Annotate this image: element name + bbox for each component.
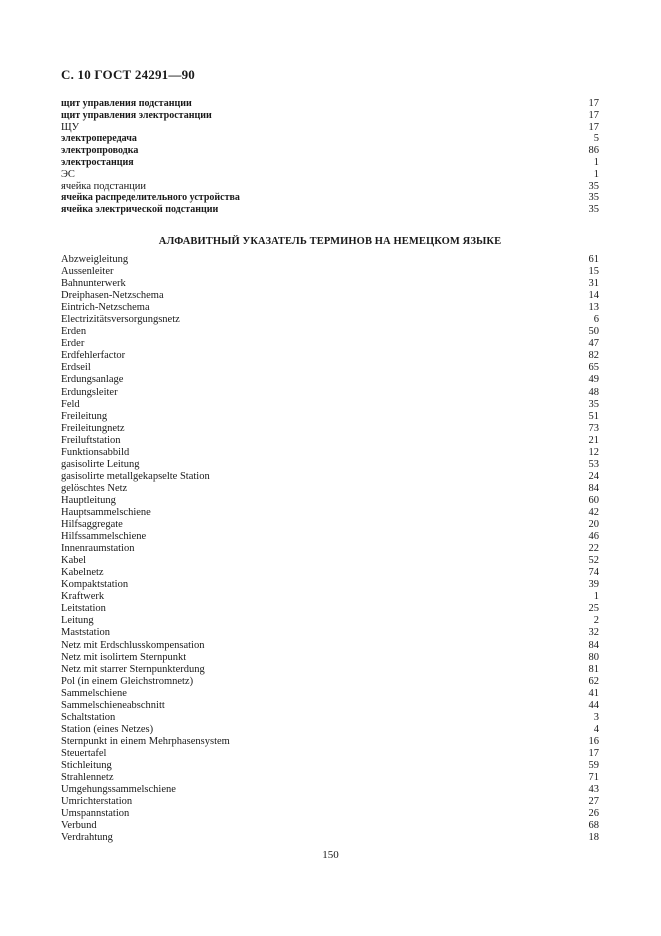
index-page-ref: 46 bbox=[588, 531, 599, 543]
index-term: Kabel bbox=[61, 555, 87, 567]
index-page-ref: 1 bbox=[593, 156, 599, 168]
index-row bbox=[61, 579, 599, 591]
index-row bbox=[61, 640, 599, 652]
index-row bbox=[61, 350, 599, 362]
index-term: Feld bbox=[61, 398, 80, 410]
index-term: Erdseil bbox=[61, 362, 91, 374]
index-row bbox=[61, 627, 599, 639]
index-term: Umgehungssammelschiene bbox=[61, 784, 176, 796]
index-row bbox=[61, 399, 599, 411]
index-row bbox=[61, 784, 599, 796]
index-term: Kompaktstation bbox=[61, 579, 129, 591]
index-row bbox=[61, 447, 599, 459]
index-page-ref: 17 bbox=[588, 747, 599, 759]
index-page-ref: 18 bbox=[588, 832, 599, 844]
index-term: Netz mit starrer Sternpunkterdung bbox=[61, 663, 205, 675]
index-page-ref: 59 bbox=[588, 759, 599, 771]
index-term: ЭС bbox=[61, 168, 75, 180]
index-term: Netz mit isolirtem Sternpunkt bbox=[61, 651, 187, 663]
index-term: Sternpunkt in einem Mehrphasensystem bbox=[61, 735, 230, 747]
german-section-title: АЛФАВИТНЫЙ УКАЗАТЕЛЬ ТЕРМИНОВ НА НЕМЕЦКОМ ЯЗЫКЕ bbox=[158, 236, 502, 247]
index-row bbox=[61, 483, 599, 495]
index-page-ref: 13 bbox=[588, 302, 599, 314]
index-page-ref: 84 bbox=[588, 482, 599, 494]
index-term: Stichleitung bbox=[61, 759, 112, 771]
index-page-ref: 25 bbox=[588, 603, 599, 615]
index-row bbox=[61, 387, 599, 399]
index-term: Hauptleitung bbox=[61, 494, 116, 506]
index-term: Funktionsabbild bbox=[61, 446, 130, 458]
index-row bbox=[61, 169, 599, 181]
index-page-ref: 24 bbox=[588, 470, 599, 482]
index-page-ref: 4 bbox=[593, 723, 599, 735]
index-term: ячейка электрической подстанции bbox=[61, 204, 219, 216]
index-page-ref: 15 bbox=[588, 266, 599, 278]
index-page-ref: 47 bbox=[588, 338, 599, 350]
index-page-ref: 48 bbox=[588, 386, 599, 398]
index-term: Verdrahtung bbox=[61, 832, 113, 844]
index-page-ref: 16 bbox=[588, 735, 599, 747]
index-row bbox=[61, 423, 599, 435]
index-term: щит управления подстанции bbox=[61, 98, 192, 109]
index-row bbox=[61, 204, 599, 216]
index-page-ref: 52 bbox=[588, 555, 599, 567]
index-term: Pol (in einem Gleichstromnetz) bbox=[61, 675, 194, 687]
index-term: Maststation bbox=[61, 627, 110, 639]
index-term: gasisolirte Leitung bbox=[61, 458, 140, 470]
index-term: Freiluftstation bbox=[61, 434, 121, 446]
index-page-ref: 42 bbox=[588, 506, 599, 518]
index-page-ref: 71 bbox=[588, 772, 599, 784]
index-term: Eintrich-Netzschema bbox=[61, 302, 150, 314]
index-row bbox=[61, 700, 599, 712]
index-page-ref: 84 bbox=[588, 639, 599, 651]
index-term: Steuertafel bbox=[61, 747, 107, 759]
index-term: Sammelschieneabschnitt bbox=[61, 699, 165, 711]
index-row bbox=[61, 808, 599, 820]
index-term: Erdungsleiter bbox=[61, 386, 118, 398]
index-page-ref: 80 bbox=[588, 651, 599, 663]
index-row bbox=[61, 736, 599, 748]
index-row bbox=[61, 531, 599, 543]
index-row bbox=[61, 326, 599, 338]
index-term: Electrizitätsversorgungsnetz bbox=[61, 314, 180, 326]
index-row bbox=[61, 254, 599, 266]
index-page-ref: 32 bbox=[588, 627, 599, 639]
index-row bbox=[61, 555, 599, 567]
index-page-ref: 5 bbox=[593, 133, 599, 145]
index-page-ref: 3 bbox=[593, 711, 599, 723]
index-page-ref: 35 bbox=[588, 204, 599, 216]
index-page-ref: 65 bbox=[588, 362, 599, 374]
index-page-ref: 53 bbox=[588, 458, 599, 470]
index-term: Schaltstation bbox=[61, 711, 116, 723]
index-term: Erder bbox=[61, 338, 85, 350]
index-row bbox=[61, 615, 599, 627]
index-term: gasisolirte metallgekapselte Station bbox=[61, 470, 210, 482]
index-term: Dreiphasen-Netzschema bbox=[61, 290, 164, 302]
index-term: gelöschtes Netz bbox=[61, 482, 128, 494]
index-term: Leitstation bbox=[61, 603, 106, 615]
index-term: Verbund bbox=[61, 820, 97, 832]
index-page-ref: 35 bbox=[588, 192, 599, 204]
index-term: Aussenleiter bbox=[61, 266, 114, 278]
index-row bbox=[61, 567, 599, 579]
index-page-ref: 74 bbox=[588, 567, 599, 579]
index-row bbox=[61, 748, 599, 760]
index-term: Freileitungnetz bbox=[61, 422, 125, 434]
index-page-ref: 27 bbox=[588, 796, 599, 808]
index-row bbox=[61, 98, 599, 110]
index-row bbox=[61, 192, 599, 204]
index-row bbox=[61, 676, 599, 688]
index-row bbox=[61, 290, 599, 302]
index-term: электропроводка bbox=[61, 145, 139, 157]
index-row bbox=[61, 362, 599, 374]
index-row bbox=[61, 338, 599, 350]
index-row bbox=[61, 760, 599, 772]
index-row bbox=[61, 688, 599, 700]
index-row bbox=[61, 507, 599, 519]
index-term: Hilfsaggregate bbox=[61, 519, 123, 531]
index-row bbox=[61, 712, 599, 724]
index-page-ref: 68 bbox=[588, 820, 599, 832]
index-term: Umspannstation bbox=[61, 808, 130, 820]
index-row bbox=[61, 603, 599, 615]
index-row bbox=[61, 314, 599, 326]
index-row bbox=[61, 145, 599, 157]
index-page-ref: 51 bbox=[588, 410, 599, 422]
index-row bbox=[61, 278, 599, 290]
index-row bbox=[61, 832, 599, 844]
index-term: ячейка распределительного устройства bbox=[61, 192, 240, 204]
index-term: Leitung bbox=[61, 615, 94, 627]
index-row bbox=[61, 110, 599, 122]
index-term: Umrichterstation bbox=[61, 796, 133, 808]
index-term: Sammelschiene bbox=[61, 687, 127, 699]
index-term: Erdfehlerfactor bbox=[61, 350, 126, 362]
index-page-ref: 17 bbox=[588, 121, 599, 133]
german-term-index bbox=[61, 254, 599, 844]
index-row bbox=[61, 796, 599, 808]
index-page-ref: 22 bbox=[588, 543, 599, 555]
index-page-ref: 43 bbox=[588, 784, 599, 796]
index-row bbox=[61, 133, 599, 145]
index-row bbox=[61, 591, 599, 603]
index-page-ref: 49 bbox=[588, 374, 599, 386]
index-page-ref: 1 bbox=[593, 591, 599, 603]
page-number: 150 bbox=[322, 849, 339, 861]
index-term: щит управления электростанции bbox=[61, 109, 212, 121]
russian-term-index bbox=[61, 98, 599, 216]
index-row bbox=[61, 459, 599, 471]
index-term: Kraftwerk bbox=[61, 591, 105, 603]
index-page-ref: 82 bbox=[588, 350, 599, 362]
index-term: Abzweigleitung bbox=[61, 254, 129, 265]
index-page-ref: 61 bbox=[588, 254, 599, 265]
index-page-ref: 17 bbox=[588, 109, 599, 121]
index-page-ref: 62 bbox=[588, 675, 599, 687]
index-term: Innenraumstation bbox=[61, 543, 135, 555]
index-row bbox=[61, 471, 599, 483]
page-header: С. 10 ГОСТ 24291—90 bbox=[61, 67, 195, 82]
index-row bbox=[61, 435, 599, 447]
index-page-ref: 12 bbox=[588, 446, 599, 458]
index-term: ЩУ bbox=[61, 121, 80, 133]
index-page-ref: 60 bbox=[588, 494, 599, 506]
index-row bbox=[61, 519, 599, 531]
index-row bbox=[61, 122, 599, 134]
index-term: Freileitung bbox=[61, 410, 108, 422]
index-page-ref: 21 bbox=[588, 434, 599, 446]
index-row bbox=[61, 772, 599, 784]
index-row bbox=[61, 157, 599, 169]
index-row bbox=[61, 543, 599, 555]
index-row bbox=[61, 181, 599, 193]
index-row bbox=[61, 495, 599, 507]
index-row bbox=[61, 652, 599, 664]
index-page-ref: 2 bbox=[593, 615, 599, 627]
index-page-ref: 17 bbox=[588, 98, 599, 109]
index-term: электростанция bbox=[61, 156, 134, 168]
index-term: Hauptsammelschiene bbox=[61, 506, 151, 518]
index-term: Netz mit Erdschlusskompensation bbox=[61, 639, 205, 651]
index-row bbox=[61, 374, 599, 386]
index-row bbox=[61, 664, 599, 676]
index-page-ref: 1 bbox=[593, 168, 599, 180]
index-page-ref: 35 bbox=[588, 180, 599, 192]
index-term: Strahlennetz bbox=[61, 772, 114, 784]
index-row bbox=[61, 266, 599, 278]
index-page-ref: 50 bbox=[588, 326, 599, 338]
index-page-ref: 81 bbox=[588, 663, 599, 675]
index-page-ref: 6 bbox=[593, 314, 599, 326]
index-term: Kabelnetz bbox=[61, 567, 104, 579]
index-term: Erdungsanlage bbox=[61, 374, 124, 386]
index-term: ячейка подстанции bbox=[61, 180, 147, 192]
index-page-ref: 41 bbox=[588, 687, 599, 699]
index-page-ref: 86 bbox=[588, 145, 599, 157]
index-term: электропередача bbox=[61, 133, 137, 145]
index-row bbox=[61, 820, 599, 832]
index-term: Station (eines Netzes) bbox=[61, 723, 154, 735]
index-term: Bahnunterwerk bbox=[61, 278, 126, 290]
index-page-ref: 44 bbox=[588, 699, 599, 711]
index-page-ref: 14 bbox=[588, 290, 599, 302]
index-page-ref: 20 bbox=[588, 519, 599, 531]
index-page-ref: 31 bbox=[588, 278, 599, 290]
index-row bbox=[61, 724, 599, 736]
index-page-ref: 26 bbox=[588, 808, 599, 820]
index-row bbox=[61, 302, 599, 314]
index-row bbox=[61, 411, 599, 423]
index-page-ref: 39 bbox=[588, 579, 599, 591]
index-page-ref: 35 bbox=[588, 398, 599, 410]
index-term: Hilfssammelschiene bbox=[61, 531, 147, 543]
index-term: Erden bbox=[61, 326, 87, 338]
index-page-ref: 73 bbox=[588, 422, 599, 434]
